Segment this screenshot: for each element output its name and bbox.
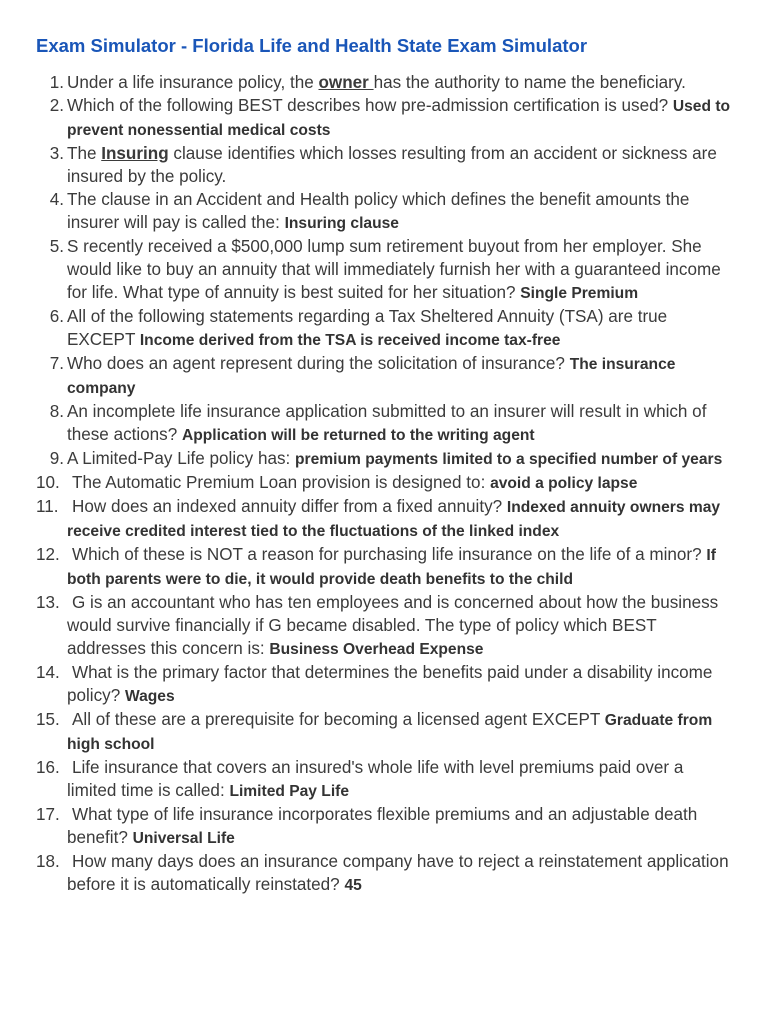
item-number: 11.	[36, 497, 59, 516]
answer-text: Insuring clause	[284, 215, 399, 232]
question-text: All of the following statements regarding a Tax Sheltered Annuity (TSA) are true EXCEPT	[67, 307, 668, 349]
item-number: 6.	[49, 307, 64, 326]
item-number: 5.	[49, 237, 64, 256]
answer-text: Limited Pay Life	[229, 783, 350, 800]
item-number: 16.	[36, 758, 60, 777]
item-number: 2.	[49, 96, 64, 115]
answer-text: If both parents were to die, it would provide death benefits to the child	[67, 547, 716, 588]
question-text: Who does an agent represent during the solicitation of insurance?	[67, 354, 570, 373]
question-list	[36, 71, 732, 897]
list-item	[36, 235, 732, 305]
list-item	[36, 400, 732, 447]
item-number: 18.	[36, 852, 60, 871]
question-text: G is an accountant who has ten employees and is concerned about how the business would survive financially if G became disabled. The type of policy which BEST addresses this concern is:	[67, 593, 719, 658]
item-number: 12.	[36, 545, 60, 564]
list-item	[36, 94, 732, 142]
question-text: The clause in an Accident and Health policy which defines the benefit amounts the insurer will pay is called the:	[67, 190, 690, 232]
page-title: Exam Simulator - Florida Life and Health State Exam Simulator	[36, 35, 588, 56]
question-text: An incomplete life insurance application submitted to an insurer will result in which of these actions?	[67, 402, 707, 444]
answer-keyword: Insuring	[101, 144, 169, 163]
answer-text: Income derived from the TSA is received income tax-free	[139, 332, 561, 349]
list-item	[36, 305, 732, 352]
question-text: Under a life insurance policy, the	[67, 73, 319, 92]
question-text: How does an indexed annuity differ from a fixed annuity?	[72, 497, 507, 516]
list-item	[36, 447, 732, 471]
question-text: How many days does an insurance company have to reject a reinstatement application before it is automatically reinstated?	[67, 852, 729, 894]
question-text: What type of life insurance incorporates flexible premiums and an adjustable death benefit?	[67, 805, 698, 847]
list-item	[36, 803, 732, 850]
question-text: A Limited-Pay Life policy has:	[67, 449, 296, 468]
question-text: The Automatic Premium Loan provision is designed to:	[72, 473, 491, 492]
list-item	[36, 142, 732, 188]
answer-text: The insurance company	[67, 356, 676, 397]
list-item	[36, 591, 732, 661]
list-item	[36, 543, 732, 591]
list-item	[36, 352, 732, 400]
answer-text: Universal Life	[132, 830, 235, 847]
question-text: Which of these is NOT a reason for purchasing life insurance on the life of a minor?	[72, 545, 707, 564]
answer-text: Application will be returned to the writing agent	[181, 427, 535, 444]
answer-text: Graduate from high school	[67, 712, 713, 753]
question-text: What is the primary factor that determines the benefits paid under a disability income policy?	[67, 663, 713, 705]
item-number: 10.	[36, 473, 60, 492]
item-number: 8.	[49, 402, 64, 421]
answer-text: Wages	[124, 688, 175, 705]
question-text: S recently received a $500,000 lump sum retirement buyout from her employer. She would like to buy an annuity that will immediately furnish her with a guaranteed income for life. What type of annuity is best suited for her situation?	[67, 237, 721, 302]
item-number: 9.	[49, 449, 64, 468]
answer-text: Used to prevent nonessential medical costs	[67, 98, 731, 139]
item-number: 3.	[49, 144, 64, 163]
list-item	[36, 495, 732, 543]
list-item	[36, 661, 732, 708]
answer-text: 45	[344, 877, 362, 894]
list-item	[36, 471, 732, 495]
answer-text: Indexed annuity owners may receive credited interest tied to the fluctuations of the linked index	[67, 499, 721, 540]
answer-keyword: owner	[318, 73, 374, 92]
item-number: 15.	[36, 710, 60, 729]
answer-text: premium payments limited to a specified number of years	[295, 451, 723, 468]
question-text: All of these are a prerequisite for becoming a licensed agent EXCEPT	[72, 710, 605, 729]
answer-text: Business Overhead Expense	[269, 641, 484, 658]
list-item	[36, 756, 732, 803]
question-text: Which of the following BEST describes how pre-admission certification is used?	[67, 96, 669, 115]
item-number: 17.	[36, 805, 60, 824]
item-number: 7.	[49, 354, 64, 373]
question-text: clause identifies which losses resulting from an accident or sickness are insured by the policy.	[67, 144, 717, 186]
item-number: 14.	[36, 663, 60, 682]
list-item	[36, 188, 732, 235]
answer-text: Single Premium	[520, 285, 639, 302]
item-number: 1.	[49, 73, 64, 92]
list-item	[36, 850, 732, 897]
item-number: 4.	[49, 190, 64, 209]
list-item	[36, 708, 732, 756]
list-item	[36, 71, 732, 94]
answer-text: avoid a policy lapse	[490, 475, 638, 492]
item-number: 13.	[36, 593, 60, 612]
question-text: The	[67, 144, 102, 163]
question-text: Life insurance that covers an insured's whole life with level premiums paid over a limited time is called:	[67, 758, 684, 800]
question-text: has the authority to name the beneficiary.	[373, 73, 686, 92]
